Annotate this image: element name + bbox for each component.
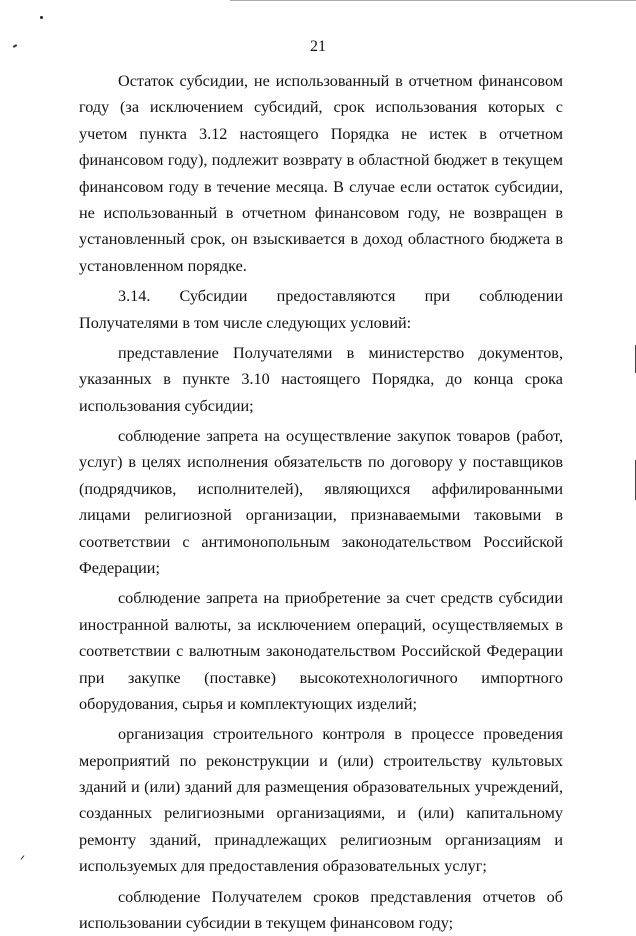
document-body (79, 68, 563, 936)
paragraph-condition-currency-ban: соблюдение запрета на приобретение за счет средств субсидии иностранной валюты, за исключением операций, осуществляемых в соответствии с валютным законодательством Российской Федерации при закупке (поставке) высокотехнологичного импортного оборудования, сырья и комплектующих изделий; (79, 589, 563, 713)
paragraph-condition-procurement-ban: соблюдение запрета на осуществление закупок товаров (работ, услуг) в целях исполнения обязательств по договору у поставщиков (подрядчиков, исполнителей), являющихся аффилированными лицами религиозной организации, признаваемыми таковыми в соответствии с антимонопольным законодательством Российской Федерации; (79, 426, 563, 577)
scan-top-edge (230, 0, 636, 1)
scan-artifact-mark (21, 855, 25, 859)
paragraph-condition-reporting: соблюдение Получателем сроков представления отчетов об использовании субсидии в текущем финансовом году; (79, 887, 563, 932)
page-number: 21 (310, 38, 326, 55)
paragraph-condition-construction-control: организация строительного контроля в процессе проведения мероприятий по реконструкции и (или) строительству культовых зданий и (или) зданий для размещения образовательных учреждений, созданных религиозными организациями, и (или) капитальному ремонту зданий, принадлежащих религиозным организациям и используемых для предоставления образовательных услуг; (79, 725, 563, 876)
paragraph-clause-3-14: 3.14. Субсидии предоставляются при соблюдении Получателями в том числе следующих условий: (79, 287, 563, 332)
paragraph-subsidy-balance: Остаток субсидии, не использованный в отчетном финансовом году (за исключением субсидий, срок использования которых с учетом пункта 3.12 настоящего Порядка не истек в отчетном финансовом году), подлежит возврату в областной бюджет в текущем финансовом году в течение месяца. В случае если остаток субсидии, не использованный в отчетном финансовом году, не возвращен в установленный срок, он взыскивается в доход областного бюджета в установленном порядке. (79, 72, 563, 275)
scan-artifact-dot (40, 16, 43, 19)
paragraph-condition-documents: представление Получателями в министерство документов, указанных в пункте 3.10 настоящего Порядка, до конца срока использования субсидии; (79, 343, 563, 415)
